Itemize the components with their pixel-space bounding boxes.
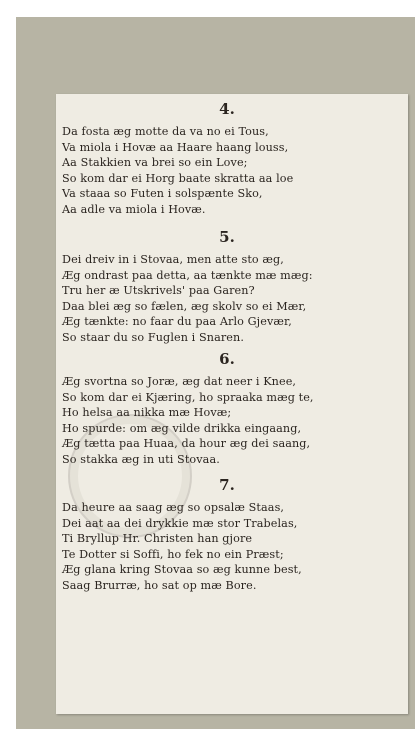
verse-line: So kom dar ei Horg baate skratta aa loe xyxy=(62,171,294,185)
verse-line: So kom dar ei Kjæring, ho spraaka mæg te, xyxy=(62,390,314,404)
verse-line: Æg tætta paa Huaa, da hour æg dei saang, xyxy=(62,437,311,450)
verse-line: Da fosta æg motte da va no ei Tous, xyxy=(62,125,269,138)
verse-line: So stakka æg in uti Stovaa. xyxy=(62,452,220,466)
verse-line: Æg tænkte: no faar du paa Arlo Gjevær, xyxy=(62,315,292,328)
verse-line: Dei aat aa dei drykkie mæ stor Trabelas, xyxy=(62,516,298,530)
verse-line: Æg ondrast paa detta, aa tænkte mæ mæg: xyxy=(62,268,313,282)
verse-line: Aa Stakkien va brei so ein Love; xyxy=(62,156,248,169)
verse-line: Ho spurde: om æg vilde drikka eingaang, xyxy=(62,421,302,435)
stanza-5 xyxy=(62,228,392,345)
verse-line: Æg svortna so Joræ, æg dat neer i Knee, xyxy=(62,375,297,388)
verse-line: Va staaa so Futen i solspænte Sko, xyxy=(62,187,263,200)
verse-line: Saag Brurræ, ho sat op mæ Bore. xyxy=(62,578,257,592)
stanza-4 xyxy=(62,100,392,217)
stanza-number: 6. xyxy=(219,350,235,368)
verse-line: Va miola i Hovæ aa Haare haang louss, xyxy=(62,140,289,154)
stanza-6 xyxy=(62,350,392,467)
verse-line: So staar du so Fuglen i Snaren. xyxy=(62,330,244,344)
verse-line: Te Dotter si Soffi, ho fek no ein Præst; xyxy=(62,547,284,561)
verse-line: Ho helsa aa nikka mæ Hovæ; xyxy=(62,406,232,419)
verse-line: Æg glana kring Stovaa so æg kunne best, xyxy=(62,563,302,576)
verse-line: Da heure aa saag æg so opsalæ Staas, xyxy=(62,501,285,514)
stanza-number: 5. xyxy=(219,228,235,246)
verse-line: Daa blei æg so fælen, æg skolv so ei Mær, xyxy=(62,299,307,313)
stanza-number: 4. xyxy=(219,100,235,118)
verse-line: Aa adle va miola i Hovæ. xyxy=(62,202,206,216)
verse-line: Tru her æ Utskrivels' paa Garen? xyxy=(62,284,255,297)
stanza-7 xyxy=(62,476,392,593)
stanza-number: 7. xyxy=(219,476,235,494)
verse-line: Ti Bryllup Hr. Christen han gjore xyxy=(62,532,253,545)
verse-line: Dei dreiv in i Stovaa, men atte sto æg, xyxy=(62,253,284,266)
